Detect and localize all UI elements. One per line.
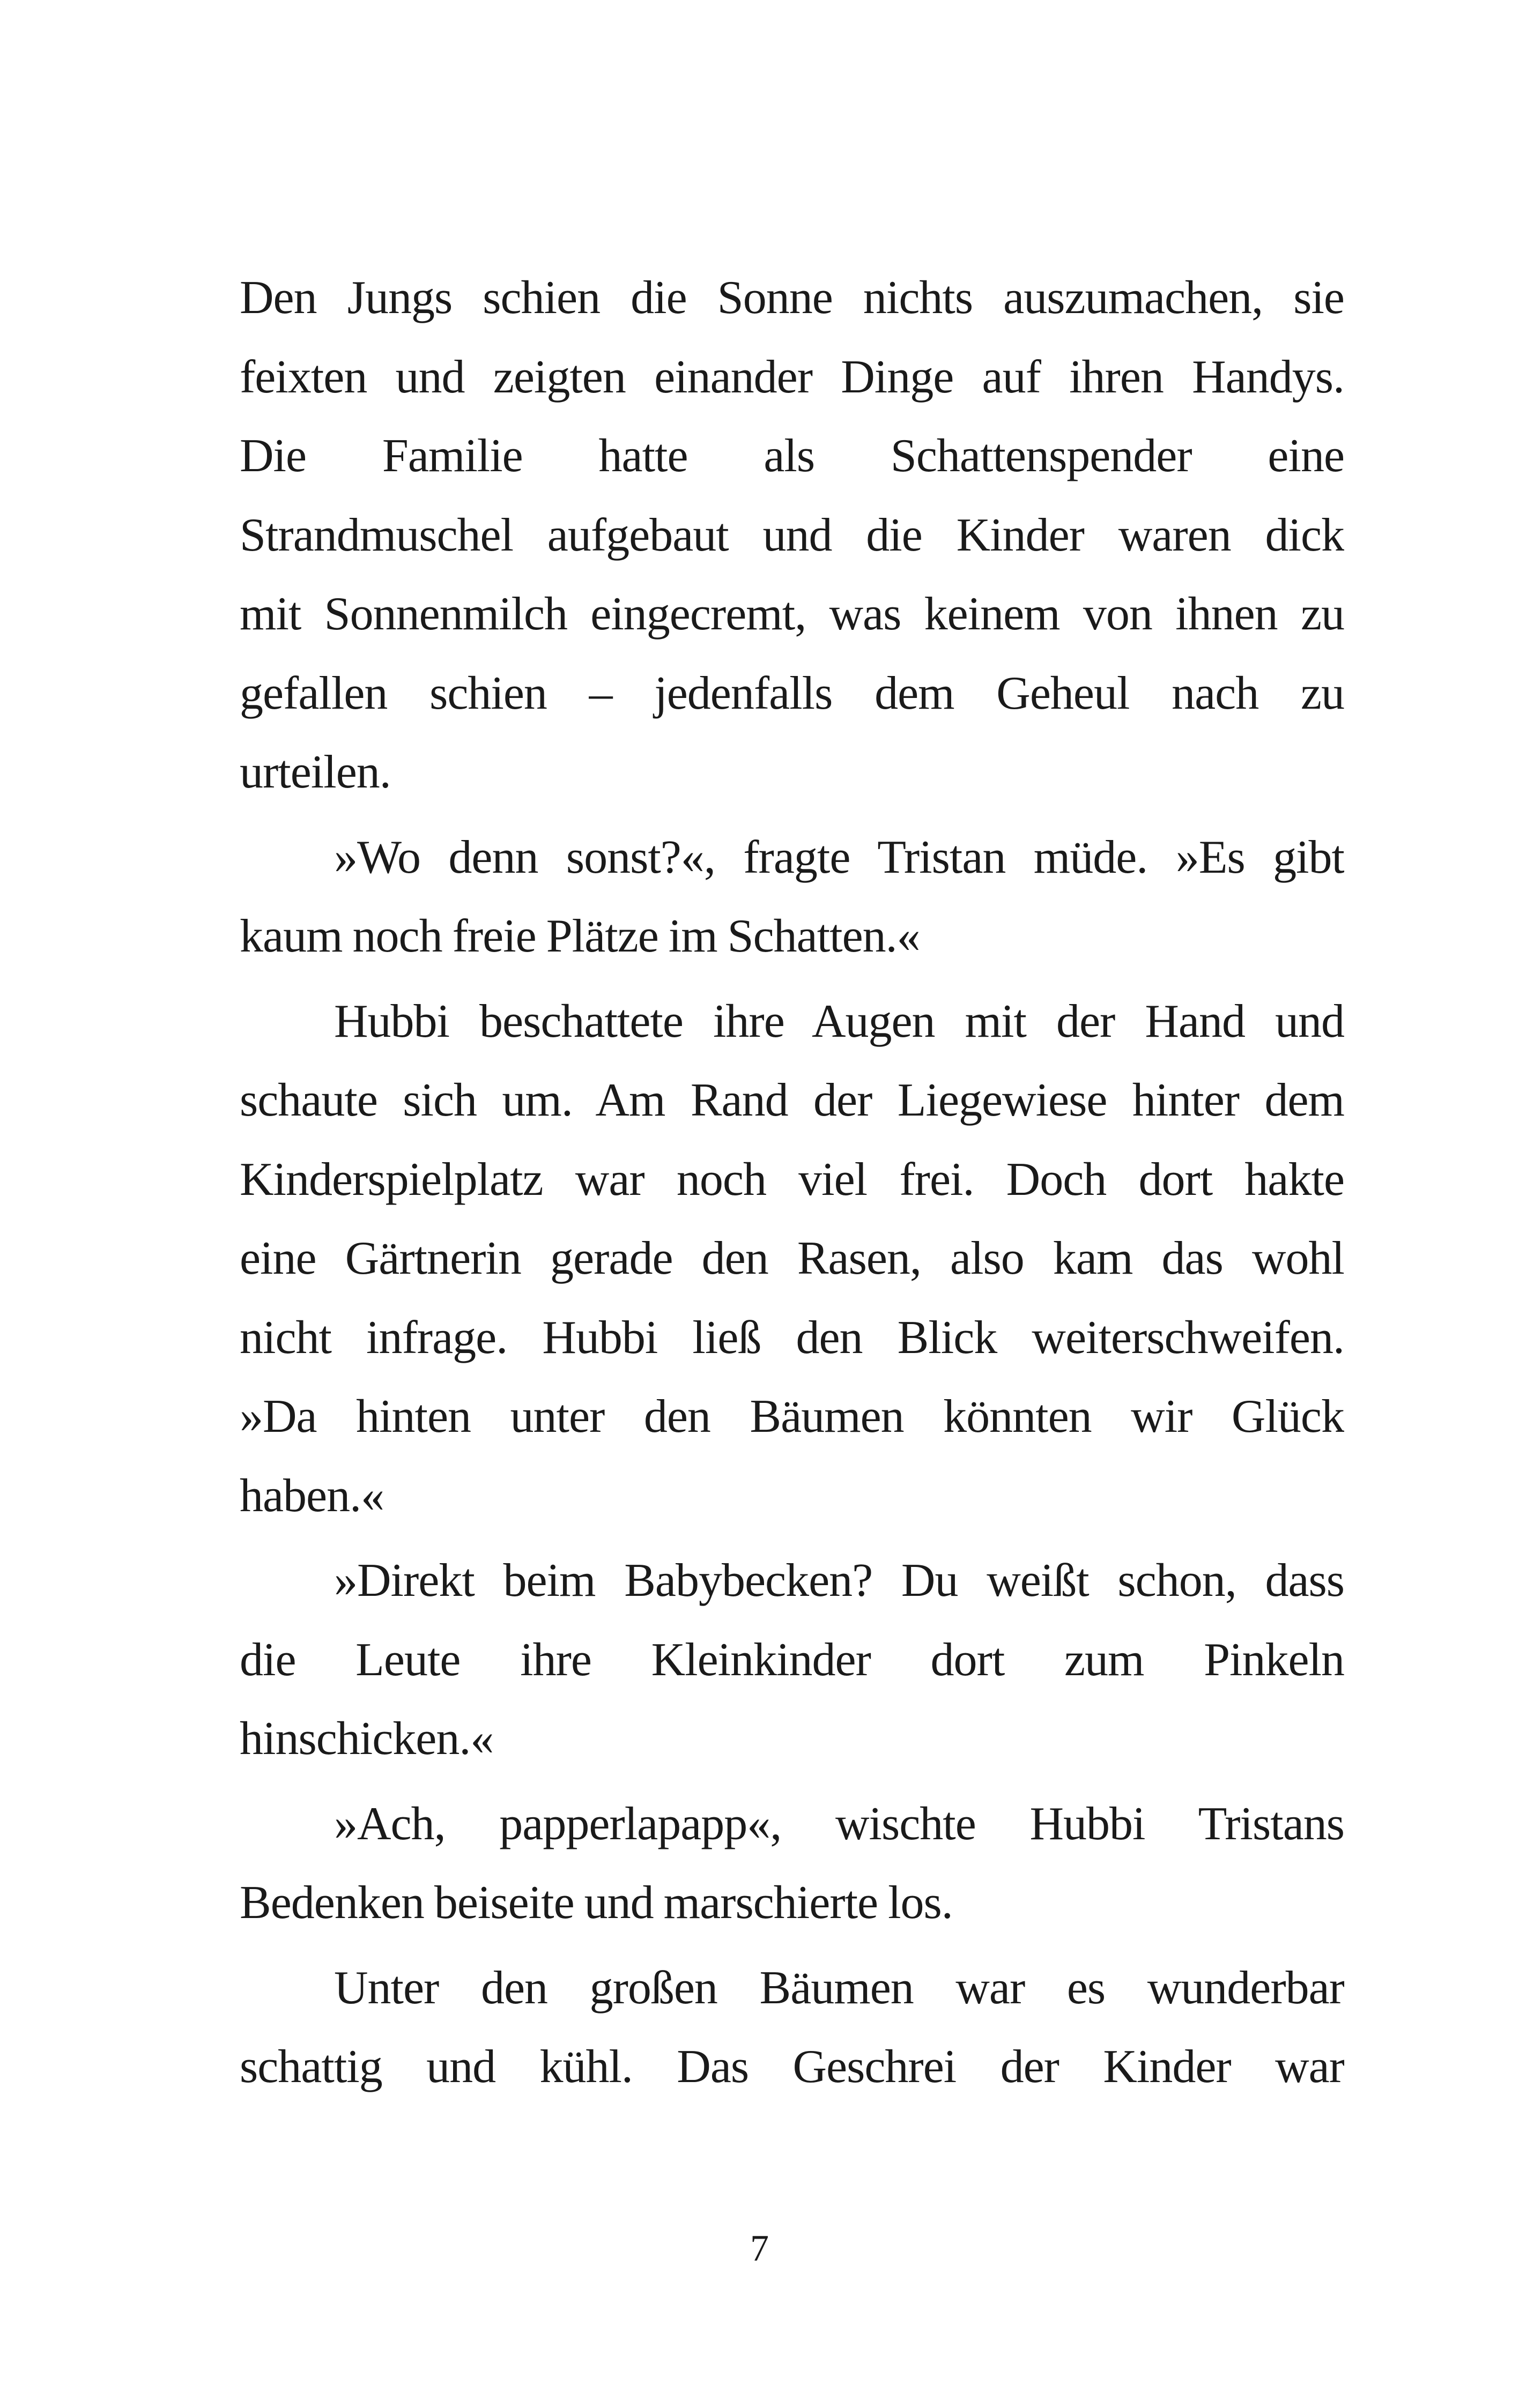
paragraph	[240, 258, 1344, 812]
text-line: Bedenken beiseite und marschierte los.	[240, 1877, 953, 1929]
paragraph	[240, 1541, 1344, 1779]
paragraph	[240, 818, 1344, 976]
text-line: Kinderspielplatz war noch viel frei. Doch dort hakte	[240, 1153, 1344, 1206]
body-text	[240, 258, 1344, 2107]
page-number: 7	[750, 2228, 769, 2269]
paragraph	[240, 982, 1344, 1536]
text-line: gefallen schien – jedenfalls dem Geheul nach zu	[240, 667, 1344, 719]
text-line: mit Sonnenmilch eingecremt, was keinem von ihnen zu	[240, 588, 1344, 640]
text-line: haben.«	[240, 1469, 384, 1522]
text-line: nicht infrage. Hubbi ließ den Blick weiterschweifen.	[240, 1311, 1344, 1364]
text-line: urteilen.	[240, 746, 391, 798]
text-line: schattig und kühl. Das Geschrei der Kinder war	[240, 2041, 1344, 2093]
text-line: »Direkt beim Babybecken? Du weißt schon, dass	[334, 1555, 1344, 1607]
text-line: Hubbi beschattete ihre Augen mit der Hand und	[334, 995, 1344, 1047]
paragraph	[240, 1785, 1344, 1943]
text-line: »Wo denn sonst?«, fragte Tristan müde. »Es gibt	[334, 831, 1344, 883]
text-line: die Leute ihre Kleinkinder dort zum Pinkeln	[240, 1633, 1344, 1686]
text-line: schaute sich um. Am Rand der Liegewiese hinter dem	[240, 1074, 1344, 1126]
text-line: feixten und zeigten einander Dinge auf ihren Handys.	[240, 351, 1344, 403]
text-line: Strandmuschel aufgebaut und die Kinder waren dick	[240, 509, 1344, 561]
text-line: Unter den großen Bäumen war es wunderbar	[334, 1961, 1344, 2014]
text-line: »Da hinten unter den Bäumen könnten wir Glück	[240, 1391, 1344, 1443]
paragraph	[240, 1949, 1344, 2107]
text-line: kaum noch freie Plätze im Schatten.«	[240, 910, 920, 962]
text-line: Die Familie hatte als Schattenspender eine	[240, 430, 1344, 482]
text-line: Den Jungs schien die Sonne nichts auszumachen, sie	[240, 272, 1344, 324]
text-line: hinschicken.«	[240, 1713, 494, 1765]
text-line: eine Gärtnerin gerade den Rasen, also kam das wohl	[240, 1232, 1344, 1284]
text-line: »Ach, papperlapapp«, wischte Hubbi Tristans	[334, 1797, 1344, 1850]
